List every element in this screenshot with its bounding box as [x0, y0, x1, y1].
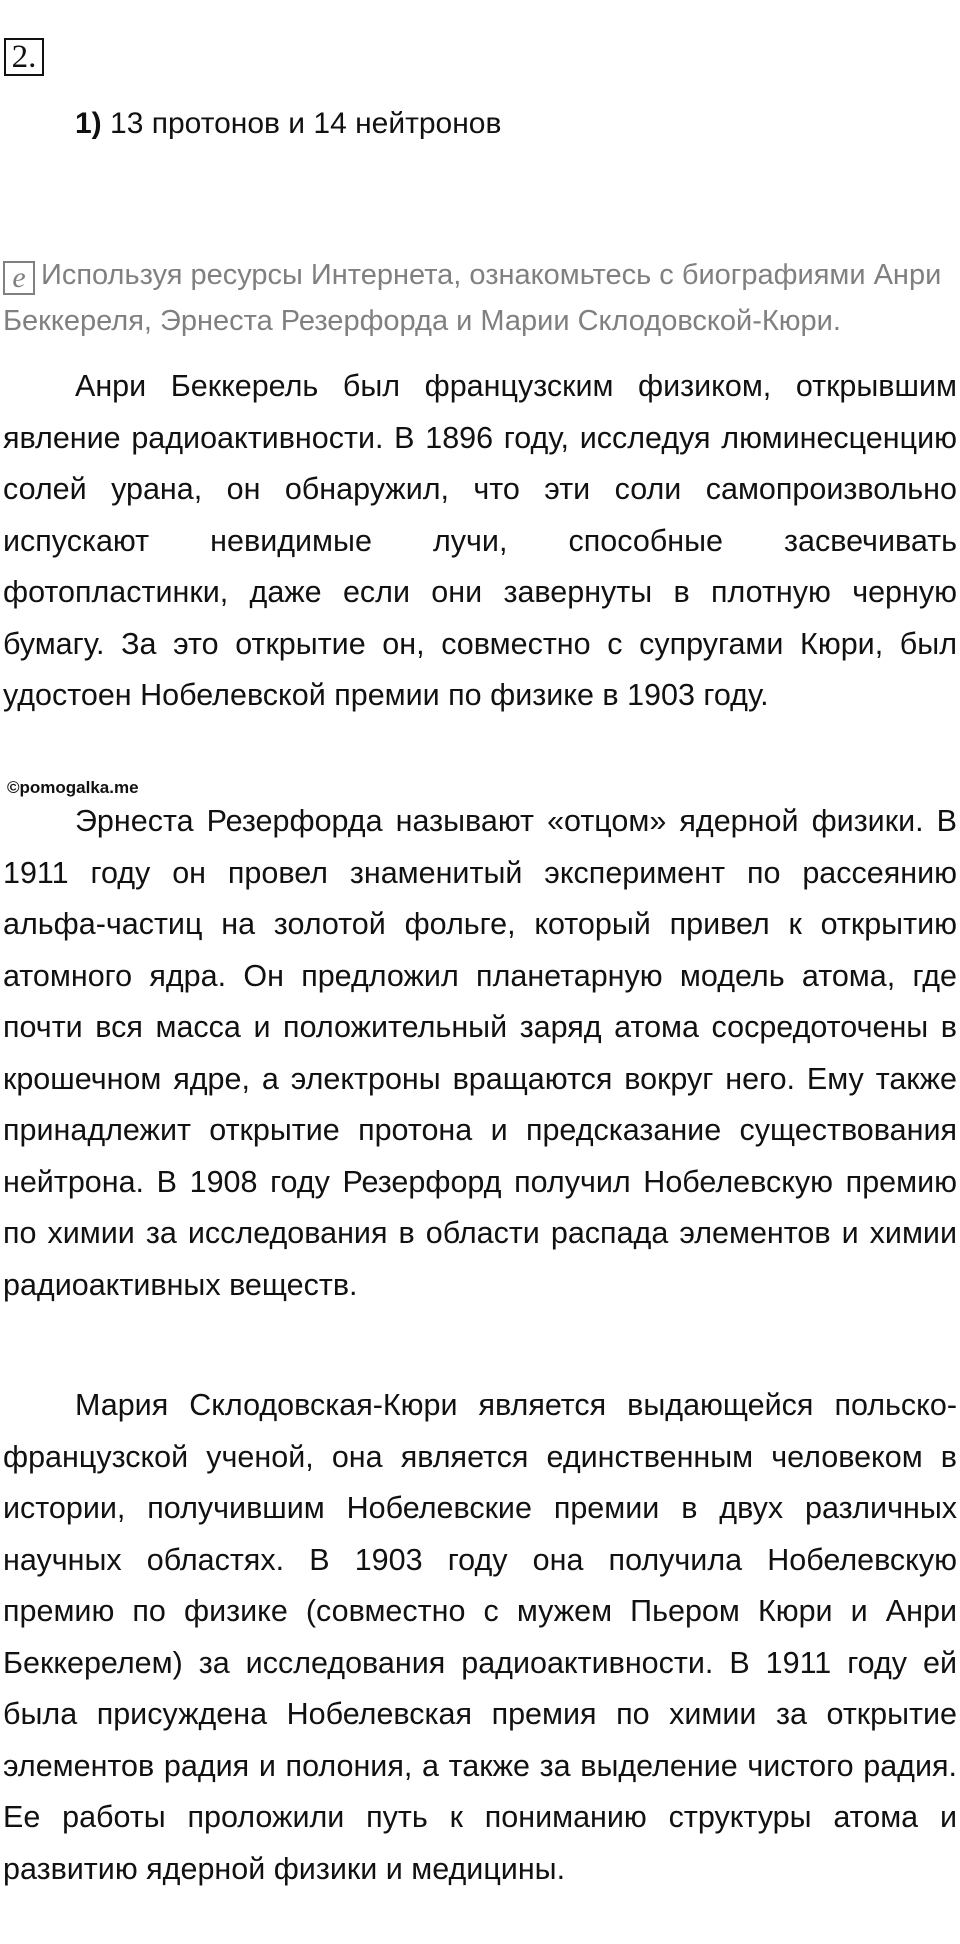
paragraph-becquerel: Анри Беккерель был французским физиком, открывшим явление радиоактивности. В 1896 году, исследуя люминесценцию солей урана, он обнаружил, что эти соли самопроизвольно испускают невидимые лучи, способные засвечивать фотопластинки, даже если они завернуты в плотную черную бумагу. За это открытие он, совместно с супругами Кюри, был удостоен Нобелевской премии по физике в 1903 году.	[3, 369, 957, 712]
task-number: 2.	[4, 38, 44, 76]
e-box-icon: е	[3, 261, 35, 295]
answer-line	[75, 104, 501, 144]
assignment-text-block	[3, 252, 957, 344]
paragraph-curie: Мария Склодовская-Кюри является выдающейся польско-французской ученой, она является единственным человеком в истории, получившим Нобелевские премии в двух различных научных областях. В 1903 году она получила Нобелевскую премию по физике (совместно с мужем Пьером Кюри и Анри Беккерелем) за исследования радиоактивности. В 1911 году ей была присуждена Нобелевская премия по химии за открытие элементов радия и полония, а также за выделение чистого радия. Ее работы проложили путь к пониманию структуры атома и развитию ядерной физики и медицины.	[3, 1388, 957, 1886]
assignment-text: Используя ресурсы Интернета, ознакомьтесь с биографиями Анри Беккереля, Эрнеста Резерфорда и Марии Склодовской-Кюри.	[3, 259, 942, 337]
answer-number: 1)	[75, 107, 102, 140]
paragraph-rutherford: Эрнеста Резерфорда называют «отцом» ядерной физики. В 1911 году он провел знаменитый эксперимент по рассеянию альфа-частиц на золотой фольге, который привел к открытию атомного ядра. Он предложил планетарную модель атома, где почти вся масса и положительный заряд атома сосредоточены в крошечном ядре, а электроны вращаются вокруг него. Ему также принадлежит открытие протона и предсказание существования нейтрона. В 1908 году Резерфорд получил Нобелевскую премию по химии за исследования в области распада элементов и химии радиоактивных веществ.	[3, 804, 957, 1302]
watermark: ©pomogalka.me	[7, 778, 139, 797]
answer-text: 13 протонов и 14 нейтронов	[110, 107, 502, 140]
